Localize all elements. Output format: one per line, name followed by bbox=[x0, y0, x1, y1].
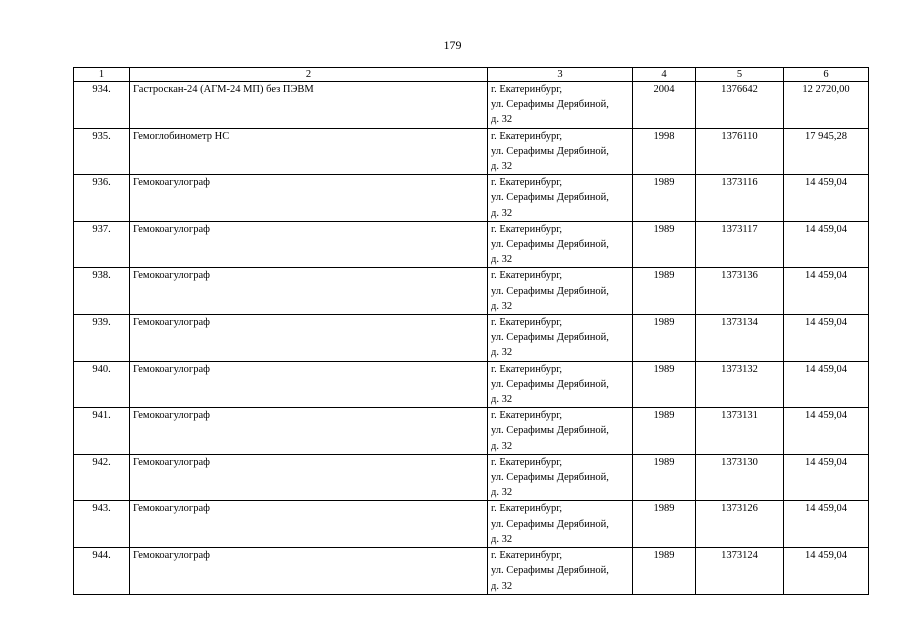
item-address bbox=[488, 548, 633, 595]
item-name: Гемокоагулограф bbox=[130, 315, 488, 362]
table-row bbox=[74, 454, 869, 501]
address-street: ул. Серафимы Дерябиной, bbox=[491, 425, 609, 437]
address-building: д. 32 bbox=[491, 394, 513, 406]
address-city: г. Екатеринбург, bbox=[491, 270, 563, 282]
item-inventory-number: 1373126 bbox=[696, 501, 784, 548]
item-cost: 14 459,04 bbox=[784, 315, 869, 362]
column-header-4: 4 bbox=[633, 68, 696, 82]
item-inventory-number: 1373124 bbox=[696, 548, 784, 595]
property-table bbox=[73, 67, 869, 595]
item-cost: 14 459,04 bbox=[784, 548, 869, 595]
column-header-5: 5 bbox=[696, 68, 784, 82]
address-city: г. Екатеринбург, bbox=[491, 550, 563, 562]
item-cost: 14 459,04 bbox=[784, 408, 869, 455]
item-name: Гемокоагулограф bbox=[130, 408, 488, 455]
item-name: Гемокоагулограф bbox=[130, 221, 488, 268]
address-city: г. Екатеринбург, bbox=[491, 317, 563, 329]
item-name: Гемокоагулограф bbox=[130, 548, 488, 595]
item-inventory-number: 1376642 bbox=[696, 82, 784, 129]
table-row bbox=[74, 82, 869, 129]
row-number: 941. bbox=[74, 408, 130, 455]
item-address bbox=[488, 82, 633, 129]
address-building: д. 32 bbox=[491, 300, 513, 312]
item-address bbox=[488, 221, 633, 268]
item-year: 1989 bbox=[633, 221, 696, 268]
column-header-2: 2 bbox=[130, 68, 488, 82]
item-year: 1989 bbox=[633, 454, 696, 501]
item-address bbox=[488, 315, 633, 362]
address-street: ул. Серафимы Дерябиной, bbox=[491, 99, 609, 111]
item-name: Гемокоагулограф bbox=[130, 268, 488, 315]
column-header-3: 3 bbox=[488, 68, 633, 82]
item-inventory-number: 1373134 bbox=[696, 315, 784, 362]
item-address bbox=[488, 501, 633, 548]
address-city: г. Екатеринбург, bbox=[491, 456, 563, 468]
item-inventory-number: 1373132 bbox=[696, 361, 784, 408]
row-number: 943. bbox=[74, 501, 130, 548]
address-city: г. Екатеринбург, bbox=[491, 177, 563, 189]
item-year: 1989 bbox=[633, 548, 696, 595]
table-row bbox=[74, 128, 869, 175]
header-row bbox=[74, 68, 869, 82]
row-number: 942. bbox=[74, 454, 130, 501]
item-inventory-number: 1373130 bbox=[696, 454, 784, 501]
table-row bbox=[74, 315, 869, 362]
item-year: 1989 bbox=[633, 315, 696, 362]
item-cost: 14 459,04 bbox=[784, 454, 869, 501]
table-row bbox=[74, 175, 869, 222]
item-cost: 17 945,28 bbox=[784, 128, 869, 175]
table-row bbox=[74, 268, 869, 315]
row-number: 938. bbox=[74, 268, 130, 315]
item-name: Гемокоагулограф bbox=[130, 361, 488, 408]
address-city: г. Екатеринбург, bbox=[491, 223, 563, 235]
row-number: 939. bbox=[74, 315, 130, 362]
table-row bbox=[74, 361, 869, 408]
item-cost: 14 459,04 bbox=[784, 268, 869, 315]
item-cost: 14 459,04 bbox=[784, 221, 869, 268]
column-header-1: 1 bbox=[74, 68, 130, 82]
address-city: г. Екатеринбург, bbox=[491, 130, 563, 142]
address-street: ул. Серафимы Дерябиной, bbox=[491, 239, 609, 251]
item-cost: 12 2720,00 bbox=[784, 82, 869, 129]
item-address bbox=[488, 408, 633, 455]
address-city: г. Екатеринбург, bbox=[491, 503, 563, 515]
address-street: ул. Серафимы Дерябиной, bbox=[491, 285, 609, 297]
item-address bbox=[488, 268, 633, 315]
item-inventory-number: 1373117 bbox=[696, 221, 784, 268]
address-street: ул. Серафимы Дерябиной, bbox=[491, 332, 609, 344]
address-building: д. 32 bbox=[491, 533, 513, 545]
item-cost: 14 459,04 bbox=[784, 175, 869, 222]
item-year: 1989 bbox=[633, 408, 696, 455]
address-street: ул. Серафимы Дерябиной, bbox=[491, 565, 609, 577]
item-address bbox=[488, 454, 633, 501]
item-name: Гемокоагулограф bbox=[130, 501, 488, 548]
address-building: д. 32 bbox=[491, 161, 513, 173]
address-city: г. Екатеринбург, bbox=[491, 84, 563, 95]
table-row bbox=[74, 221, 869, 268]
table-row bbox=[74, 548, 869, 595]
page-number: 179 bbox=[443, 38, 462, 52]
address-street: ул. Серафимы Дерябиной, bbox=[491, 145, 609, 157]
address-street: ул. Серафимы Дерябиной, bbox=[491, 518, 609, 530]
item-cost: 14 459,04 bbox=[784, 501, 869, 548]
item-year: 2004 bbox=[633, 82, 696, 129]
row-number: 940. bbox=[74, 361, 130, 408]
address-street: ул. Серафимы Дерябиной, bbox=[491, 472, 609, 484]
address-building: д. 32 bbox=[491, 254, 513, 266]
address-building: д. 32 bbox=[491, 207, 513, 219]
item-address bbox=[488, 361, 633, 408]
item-inventory-number: 1373116 bbox=[696, 175, 784, 222]
row-number: 937. bbox=[74, 221, 130, 268]
address-building: д. 32 bbox=[491, 440, 513, 452]
item-inventory-number: 1373131 bbox=[696, 408, 784, 455]
address-city: г. Екатеринбург, bbox=[491, 410, 563, 422]
row-number: 934. bbox=[74, 82, 130, 129]
item-address bbox=[488, 175, 633, 222]
row-number: 944. bbox=[74, 548, 130, 595]
item-year: 1989 bbox=[633, 268, 696, 315]
address-street: ул. Серафимы Дерябиной, bbox=[491, 192, 609, 204]
item-address bbox=[488, 128, 633, 175]
item-inventory-number: 1376110 bbox=[696, 128, 784, 175]
table-row bbox=[74, 501, 869, 548]
address-building: д. 32 bbox=[491, 347, 513, 359]
item-year: 1998 bbox=[633, 128, 696, 175]
row-number: 936. bbox=[74, 175, 130, 222]
address-street: ул. Серафимы Дерябиной, bbox=[491, 378, 609, 390]
item-name: Гемокоагулограф bbox=[130, 454, 488, 501]
item-name: Гемокоагулограф bbox=[130, 175, 488, 222]
item-cost: 14 459,04 bbox=[784, 361, 869, 408]
item-name: Гастроскан-24 (АГМ-24 МП) без ПЭВМ bbox=[130, 82, 488, 129]
item-year: 1989 bbox=[633, 175, 696, 222]
item-name: Гемоглобинометр НС bbox=[130, 128, 488, 175]
table-row bbox=[74, 408, 869, 455]
item-year: 1989 bbox=[633, 361, 696, 408]
address-building: д. 32 bbox=[491, 487, 513, 499]
column-header-6: 6 bbox=[784, 68, 869, 82]
address-building: д. 32 bbox=[491, 580, 513, 592]
address-building: д. 32 bbox=[491, 114, 513, 126]
item-year: 1989 bbox=[633, 501, 696, 548]
row-number: 935. bbox=[74, 128, 130, 175]
address-city: г. Екатеринбург, bbox=[491, 363, 563, 375]
item-inventory-number: 1373136 bbox=[696, 268, 784, 315]
